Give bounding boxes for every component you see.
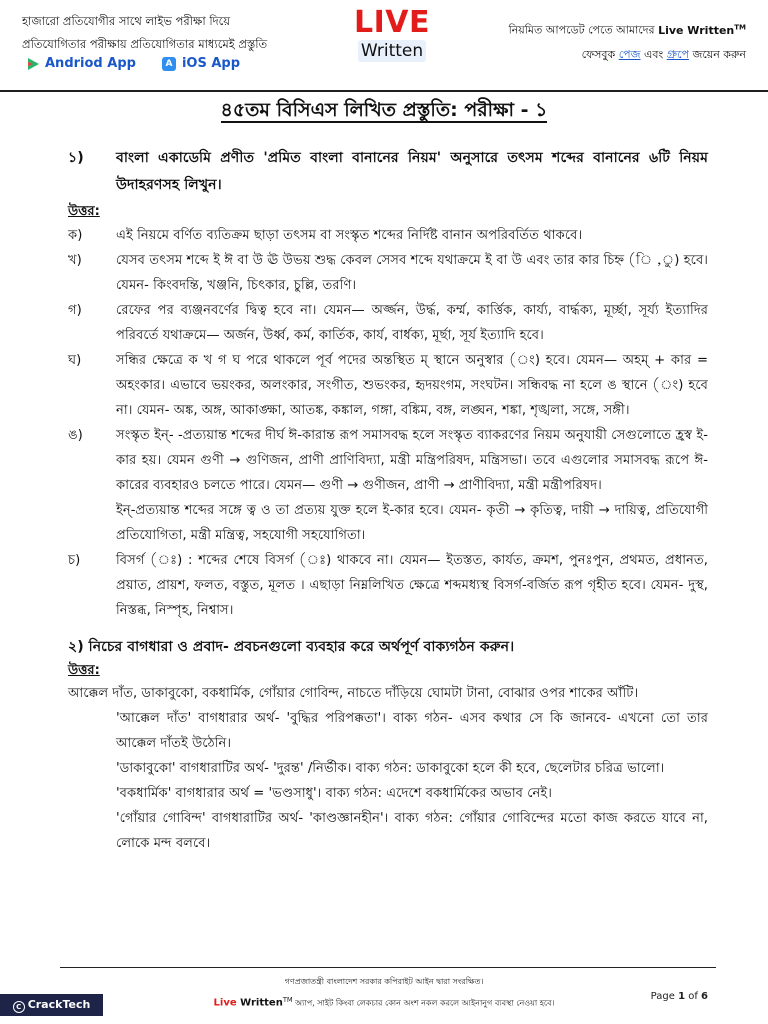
header-divider	[0, 90, 768, 92]
page-of: of	[685, 991, 702, 1002]
footer-brand-tm: TM	[282, 996, 293, 1004]
ios-app-link[interactable]	[162, 56, 240, 71]
page-current: 1	[678, 991, 686, 1002]
page-label: Page	[650, 991, 679, 1002]
item-text: রেফের পর ব্যঞ্জনবর্ণের দ্বিত্ব হবে না। যেমন— অর্জ্জন, উর্দ্ধ, কর্ম্ম, কার্ত্তিক, কার্য্য, বার্দ্ধক্য, মূর্চ্ছা, সূর্য্য ইত্যাদির পরিবর্তে যথাক্রমে— অর্জন, উর্ধ্ব, কর্ম, কার্তিক, কার্য, বার্ধক্য, মূর্ছা, সূর্য ইত্যাদি হবে।	[116, 303, 708, 343]
tagline-line-2: প্রতিযোগিতার পরীক্ষায় প্রতিযোগিতার মাধ্যমেই প্রস্তুতি	[22, 37, 268, 51]
answer-1-item	[0, 348, 768, 423]
item-text: এই নিয়মে বর্ণিত ব্যতিক্রম ছাড়া তৎসম বা সংস্কৃত শব্দের নির্দিষ্ট বানান অপরিবর্তিত থাকবে।	[116, 228, 583, 243]
facebook-prefix: ফেসবুক	[581, 47, 619, 61]
item-marker: ক)	[68, 228, 83, 243]
item-marker: ঙ)	[68, 428, 83, 443]
logo-live-text: LIVE	[354, 5, 430, 40]
answer-1-item	[0, 223, 768, 248]
follow-brand-tm: TM	[734, 23, 746, 31]
answer-1-item	[0, 548, 768, 623]
cracktech-label: CrackTech	[27, 998, 91, 1011]
live-written-logo	[352, 6, 432, 62]
footer-divider	[60, 967, 716, 968]
header-tagline	[22, 10, 267, 56]
logo-written-text: Written	[358, 40, 426, 62]
item-text: যেসব তৎসম শব্দে ই ঈ বা উ ঊ উভয় শুদ্ধ কেবল সেসব শব্দে যথাক্রমে ই বা উ এবং তার কার চিহ্ন (ি ,ু) হবে। যেমন- কিংবদন্তি, খঞ্জনি, চিৎকার, চুল্লি, তরণি।	[116, 253, 708, 293]
answer-1-item	[0, 298, 768, 348]
item-text: সন্ধির ক্ষেত্রে ক খ গ ঘ পরে থাকলে পূর্ব পদের অন্তস্থিত ম্ স্থানে অনুস্বার (ং) হবে। যেমন— অহম্ + কার = অহংকার। এভাবে ভয়ংকর, অলংকার, সংগীত, শুভংকর, হৃদয়ংগম, সংঘটন। সন্ধিবদ্ধ না হলে ঙ স্থানে (ং) হবে না। যেমন- অঙ্ক, অঙ্গ, আকাঙ্ক্ষা, আতঙ্ক, কঙ্কাল, গঙ্গা, বঙ্কিম, বঙ্গ, লঙ্ঘন, শঙ্কা, শৃঙ্খলা, সঙ্গে, সঙ্গী।	[116, 353, 708, 418]
item-marker: চ)	[68, 553, 81, 568]
footer-brand-written: Written	[236, 997, 283, 1009]
question-1	[0, 145, 768, 199]
item-text: সংস্কৃত ইন্- -প্রত্যয়ান্ত শব্দের দীর্ঘ ঈ-কারান্ত রূপ সমাসবদ্ধ হলে সংস্কৃত ব্যাকরণের নিয়ম অনুযায়ী সেগুলোতে হ্রস্ব ই-কার হয়। যেমন গুণী → গুণিজন, প্রাণী প্রাণিবিদ্যা, মন্ত্রী মন্ত্রিপরিষদ, মন্ত্রিসভা। তবে এগুলোর সমাসবদ্ধ রূপে ঈ-কারের ব্যবহারও চলতে পারে। যেমন— গুণী → গুণীজন, প্রাণী → প্রাণীবিদ্যা, মন্ত্রী মন্ত্রীপরিষদ।	[116, 428, 708, 493]
question-2-text: ২) নিচের বাগধারা ও প্রবাদ- প্রবচনগুলো ব্যবহার করে অর্থপূর্ণ বাক্যগঠন করুন।	[68, 639, 515, 655]
app-store-icon: A	[162, 57, 176, 71]
follow-prefix: নিয়মিত আপডেট পেতে আমাদের	[508, 23, 659, 37]
item-marker: খ)	[68, 253, 82, 268]
page-total: 6	[701, 991, 708, 1002]
header-follow-note	[509, 15, 746, 67]
page-number	[651, 991, 708, 1002]
footer-line-1: গণপ্রজাতন্ত্রী বাংলাদেশ সরকার কপিরাইট আইন দ্বারা সংরক্ষিত।	[284, 977, 484, 986]
answer-1-item	[0, 423, 768, 498]
follow-brand: Live Written	[658, 23, 735, 37]
play-store-icon	[28, 58, 39, 70]
question-1-text: বাংলা একাডেমি প্রণীত 'প্রমিত বাংলা বানানের নিয়ম' অনুসারে তৎসম শব্দের বানানের ৬টি নিয়ম উদাহরণসহ লিখুন।	[116, 150, 708, 193]
idiom-explanation: 'ডাকাবুকো' বাগধারাটির অর্থ- 'দুরন্ত' /নির্ভীক। বাক্য গঠন: ডাকাবুকো হলে কী হবে, ছেলেটার চরিত্র ভালো।	[116, 761, 665, 776]
item-marker: ঘ)	[68, 353, 82, 368]
android-app-label: Andriod App	[45, 56, 136, 71]
page-title	[0, 94, 768, 126]
document-body	[0, 145, 768, 856]
copyright-icon: C	[13, 1001, 25, 1013]
answer-1-item	[0, 248, 768, 298]
facebook-group-link[interactable]: গ্রুপে	[666, 47, 689, 61]
cracktech-badge	[0, 994, 103, 1016]
footer-brand-live: Live	[213, 997, 237, 1009]
ios-app-label: iOS App	[181, 56, 241, 71]
idiom-list: আক্কেল দাঁত, ডাকাবুকো, বকধার্মিক, গোঁয়ার গোবিন্দ, নাচতে দাঁড়িয়ে ঘোমটা টানা, বোঝার ওপর শাকের আঁটি।	[68, 686, 639, 701]
join-suffix: জয়েন করুন	[688, 47, 746, 61]
tagline-line-1: হাজারো প্রতিযোগীর সাথে লাইভ পরীক্ষা দিয়ে	[22, 14, 231, 28]
page-header	[0, 0, 768, 92]
idiom-explanation: 'বকধার্মিক' বাগধারার অর্থ = 'ভণ্ডসাধু'। বাক্য গঠন: এদেশে বকধার্মিকের অভাব নেই।	[116, 786, 552, 801]
facebook-page-link[interactable]: পেজ	[618, 47, 641, 61]
and-text: এবং	[640, 47, 667, 61]
idiom-explanation: 'গোঁয়ার গোবিন্দ' বাগধারাটির অর্থ- 'কাণ্ডজ্ঞানহীন'। বাক্য গঠন: গোঁয়ার গোবিন্দের মতো কাজ করতে যাবে না, লোকে মন্দ বলবে।	[116, 811, 708, 851]
item-marker: গ)	[68, 303, 82, 318]
answer-2-label: উত্তর:	[68, 663, 100, 678]
answer-1-item-continuation: ইন্-প্রত্যয়ান্ত শব্দের সঙ্গে ত্ব ও তা প্রত্যয় যুক্ত হলে ই-কার হবে। যেমন- কৃতী → কৃতিত্ব, দায়ী → দায়িত্ব, প্রতিযোগী প্রতিযোগিতা, মন্ত্রী মন্ত্রিত্ব, সহযোগী সহযোগিতা।	[116, 503, 708, 543]
android-app-link[interactable]	[28, 56, 136, 71]
app-links	[28, 56, 240, 71]
footer-line-2: অ্যাপ, সাইট কিংবা লেকচার কোন অংশ নকল করলে আইনানুগ ব্যবস্থা নেওয়া হবে।	[292, 998, 555, 1008]
page-title-text: ৪৫তম বিসিএস লিখিত প্রস্তুতি: পরীক্ষা - ১	[220, 99, 548, 121]
question-1-number: ১)	[68, 150, 84, 166]
answer-1-label: উত্তর:	[68, 204, 100, 219]
item-text: বিসর্গ (ঃ) : শব্দের শেষে বিসর্গ (ঃ) থাকবে না। যেমন— ইতস্তত, কার্যত, ক্রমশ, পুনঃপুন, প্রথমত, প্রধানত, প্রয়াত, প্রায়শ, ফলত, বস্তুত, মূলত । এছাড়া নিম্নলিখিত ক্ষেত্রে শব্দমধ্যস্থ বিসর্গ-বর্জিত রূপ গৃহীত হবে। যেমন- দুস্থ, নিস্তব্ধ, নিস্পৃহ, নিশ্বাস।	[116, 553, 708, 618]
idiom-explanation: 'আক্কেল দাঁত' বাগধারার অর্থ- 'বুদ্ধির পরিপক্কতা'। বাক্য গঠন- এসব কথার সে কি জানবে- এখনো তো তার আক্কেল দাঁতই উঠেনি।	[116, 711, 708, 751]
